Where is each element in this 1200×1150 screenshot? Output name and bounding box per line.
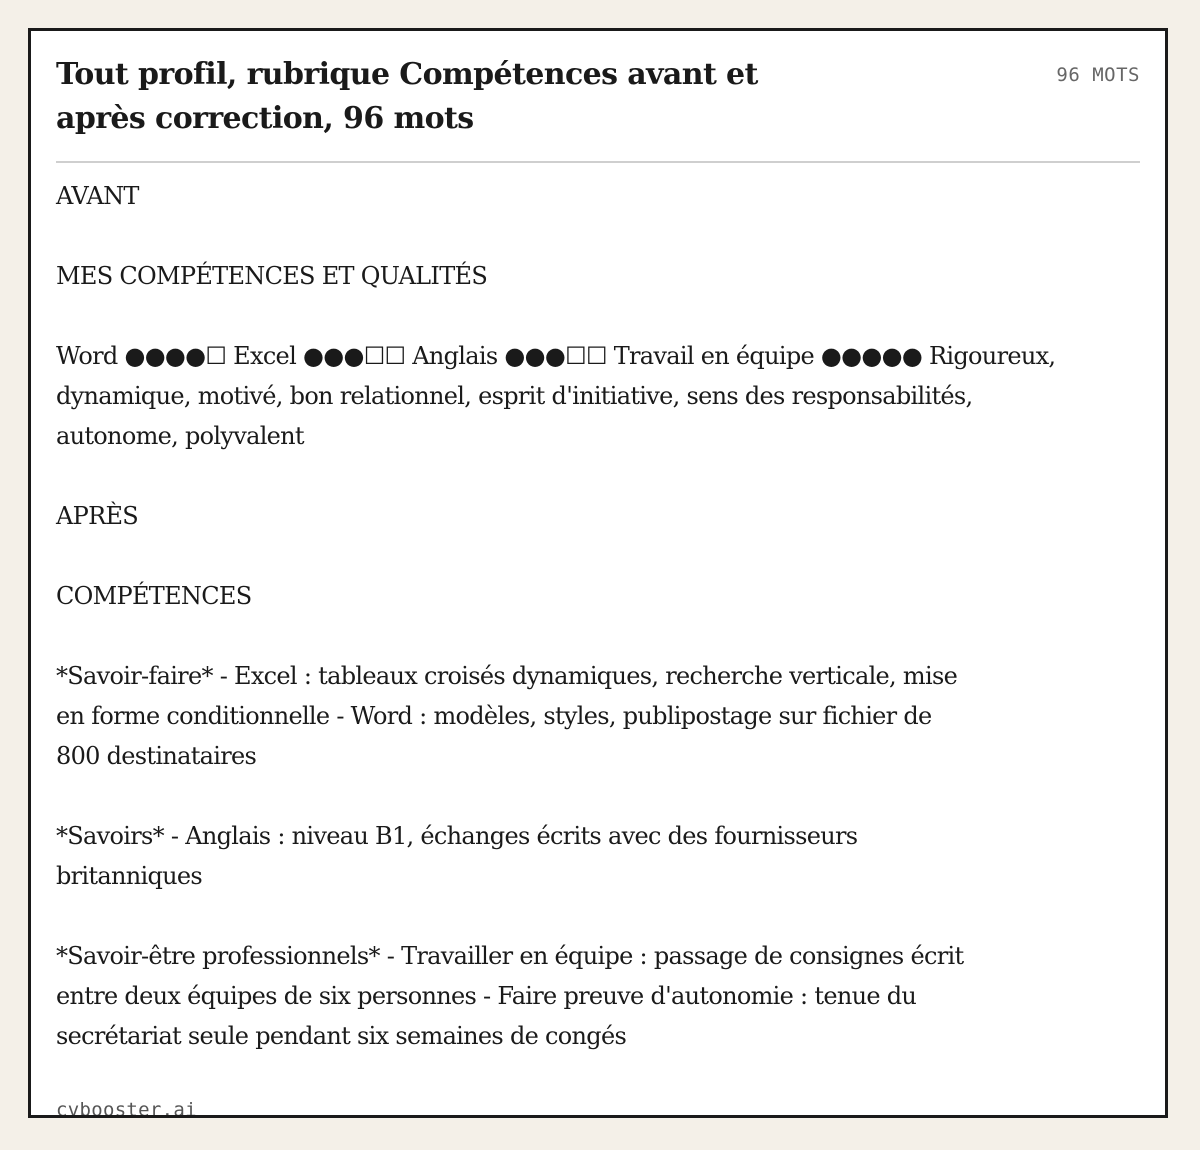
word-count-badge: 96 MOTS <box>1056 64 1140 86</box>
source-footer: cvbooster.ai <box>56 1099 197 1118</box>
example-card <box>28 28 1168 1118</box>
savoirs-paragraph: *Savoirs* - Anglais : niveau B1, échanges écrits avec des fournisseurs britanniques <box>56 822 858 890</box>
card-title: Tout profil, rubrique Compétences avant et après correction, 96 mots <box>56 57 758 136</box>
after-heading: COMPÉTENCES <box>56 582 252 610</box>
savoir-faire-paragraph: *Savoir-faire* - Excel : tableaux croisés dynamiques, recherche verticale, mise en forme conditionnelle - Word : modèles, styles, publipostage sur fichier de 800 destinataires <box>56 662 958 770</box>
after-label: APRÈS <box>56 502 139 530</box>
card-body <box>56 176 1056 1096</box>
before-heading: MES COMPÉTENCES ET QUALITÉS <box>56 262 488 290</box>
before-text: Word ●●●●☐ Excel ●●●☐☐ Anglais ●●●☐☐ Travail en équipe ●●●●● Rigoureux, dynamique, motivé, bon relationnel, esprit d'initiative, sens des responsabilités, autonome, polyvalent <box>56 342 1056 450</box>
card-header <box>56 53 1140 163</box>
before-label: AVANT <box>56 182 139 210</box>
savoir-etre-paragraph: *Savoir-être professionnels* - Travailler en équipe : passage de consignes écrit entre deux équipes de six personnes - Faire preuve d'autonomie : tenue du secrétariat seule pendant six semaines de congés <box>56 942 964 1050</box>
